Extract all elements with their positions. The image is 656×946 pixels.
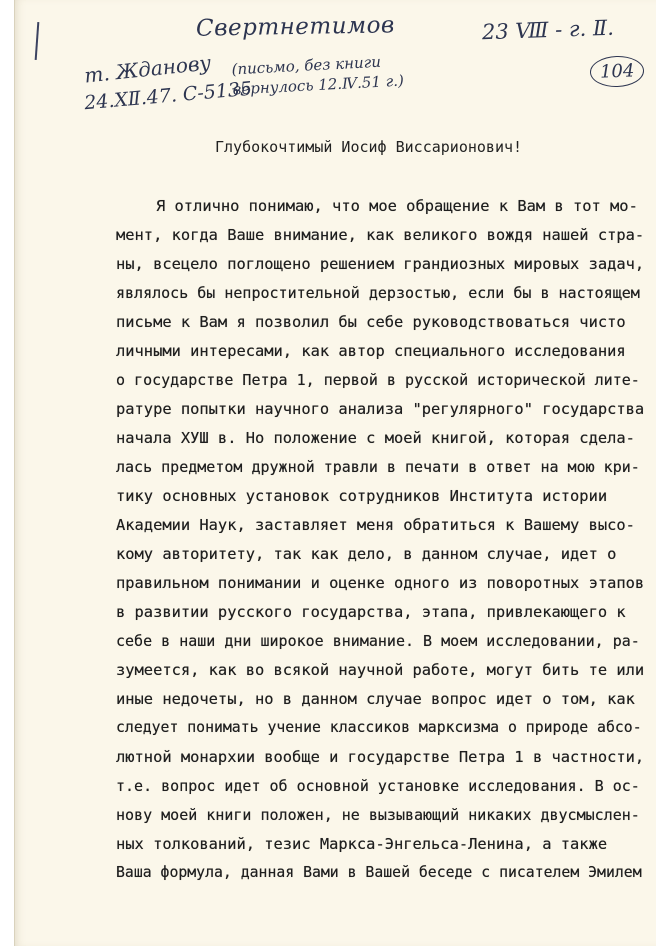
- letter-line: являлось бы непростительной дерзостью, если бы в настоящем: [116, 284, 640, 302]
- letter-line: начала ХУШ в. Но положение с моей книгой, которая сдела-: [116, 429, 635, 447]
- handwritten-recipient-note: т. Жданову: [83, 50, 213, 88]
- letter-line: о государстве Петра 1, первой в русской исторической лите-: [116, 371, 640, 389]
- letter-line: лась предметом дружной травли в печати в ответ на мою кри-: [116, 458, 640, 476]
- letter-salutation: Глубокочтимый Иосиф Виссарионович!: [215, 138, 523, 156]
- letter-line: правильном понимании и оценке одного из поворотных этапов: [116, 574, 645, 592]
- letter-line: лютной монархии вообще и государстве Петра 1 в частности,: [116, 748, 645, 766]
- letter-line: ратуре попытки научного анализа "регулярного" государства: [116, 400, 645, 418]
- letter-line: письме к Вам я позволил бы себе руководствоваться чисто: [116, 313, 626, 331]
- letter-line: нову моей книги положен, не вызывающий никаких двусмыслен-: [116, 806, 640, 824]
- letter-line: личными интересами, как автор специального исследования: [116, 342, 626, 360]
- letter-line: т.е. вопрос идет об основной установке исследования. В ос-: [116, 777, 640, 795]
- letter-line: мент, когда Ваше внимание, как великого вождя нашей стра-: [116, 226, 645, 244]
- letter-line: ны, всецело поглощено решением грандиозных мировых задач,: [116, 255, 645, 273]
- letter-line: Я отлично понимаю, что мое обращение к Вам в тот мо-: [156, 197, 638, 215]
- return-note-line-1: (письмо, без книги: [231, 52, 382, 79]
- circled-page-number: 104: [589, 55, 644, 88]
- letter-line: Академии Наук, заставляет меня обратиться к Вашему высо-: [116, 516, 635, 534]
- letter-line: себе в наши дни широкое внимание. В моем исследовании, ра-: [116, 632, 640, 650]
- handwritten-date-note: 23 Ⅷ - г. Ⅱ.: [481, 15, 615, 45]
- letter-line: иные недочеты, но в данном случае вопрос идет о том, как: [116, 690, 635, 708]
- letter-line: зумеется, как во всякой научной работе, могут бить те или: [116, 661, 645, 679]
- letter-line: кому авторитету, так как дело, в данном случае, идет о: [116, 545, 617, 563]
- letter-line: в развитии русского государства, этапа, привлекающего к: [116, 603, 626, 621]
- return-note-line-2: вернулось 12.Ⅳ.51 г.): [232, 71, 405, 99]
- letter-line: ных толкований, тезис Маркса-Энгельса-Ленина, а также: [116, 835, 608, 853]
- letter-line: Ваша формула, данная Вами в Вашей беседе с писателем Эмилем: [116, 864, 642, 881]
- letter-line: следует понимать учение классиков марксизма о природе абсо-: [116, 719, 642, 736]
- handwritten-reference-note: 24.ⅩⅡ.47. С-5135: [83, 77, 253, 115]
- letter-line: тику основных установок сотрудников Института истории: [116, 487, 608, 505]
- handwritten-top-note: Свертнетимов: [195, 12, 396, 42]
